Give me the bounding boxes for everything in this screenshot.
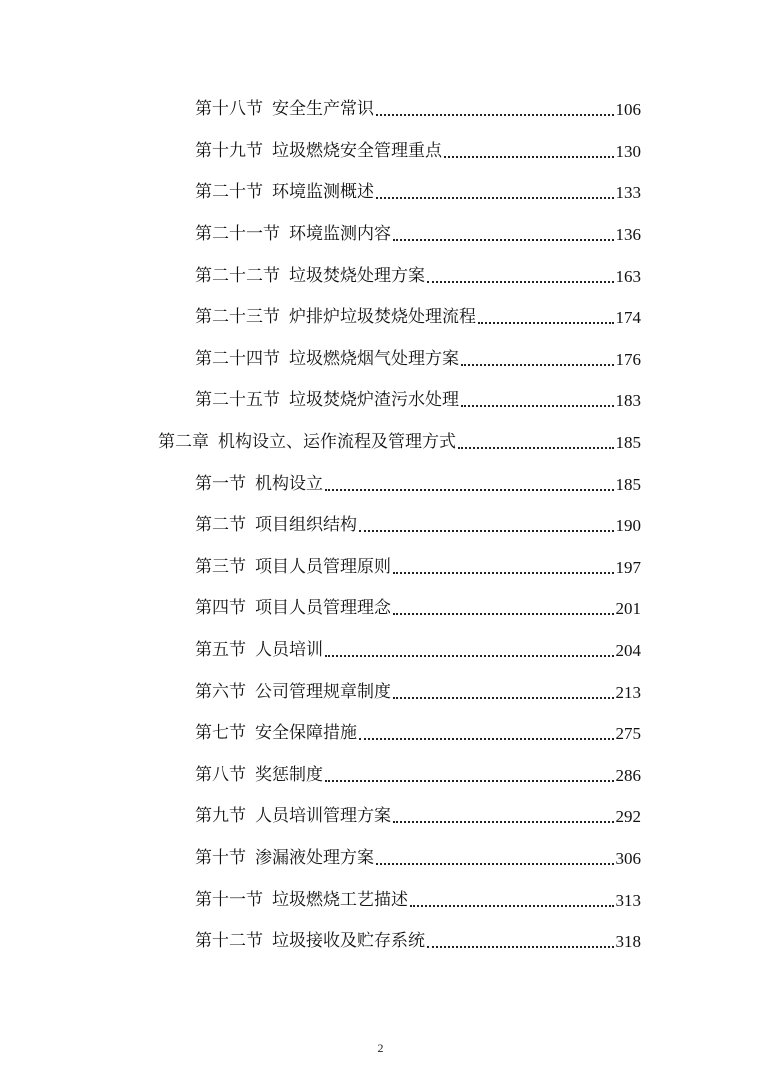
toc-entry-page: 313 — [615, 890, 641, 910]
toc-entry-page: 136 — [615, 225, 641, 245]
toc-entry-title: 安全保障措施 — [255, 723, 357, 744]
toc-entry-number: 第二节 — [195, 515, 246, 536]
toc-entry-number: 第十二节 — [195, 931, 263, 952]
toc-entry[interactable] — [0, 755, 761, 797]
toc-entry-number: 第二十二节 — [195, 265, 280, 286]
toc-entry[interactable] — [0, 713, 761, 755]
toc-entry-number: 第六节 — [195, 681, 246, 702]
toc-entry-number: 第四节 — [195, 598, 246, 619]
toc-entry-number: 第十八节 — [195, 99, 263, 120]
toc-entry-page: 204 — [615, 641, 641, 661]
toc-entry-title: 人员培训 — [255, 640, 323, 661]
toc-entry[interactable] — [0, 838, 761, 880]
dot-leader — [461, 351, 614, 368]
toc-entry-number: 第三节 — [195, 556, 246, 577]
toc-entry[interactable] — [0, 255, 761, 297]
toc-entry-number: 第二十一节 — [195, 224, 280, 245]
dot-leader — [376, 101, 614, 118]
toc-entry[interactable] — [0, 214, 761, 256]
toc-entry-page: 190 — [615, 516, 641, 536]
toc-entry[interactable] — [0, 630, 761, 672]
toc-entry[interactable] — [0, 463, 761, 505]
toc-entry-page: 106 — [615, 100, 641, 120]
toc-entry-number: 第二十三节 — [195, 307, 280, 328]
toc-entry-page: 133 — [615, 183, 641, 203]
dot-leader — [325, 642, 614, 659]
page-number: 2 — [377, 1041, 384, 1055]
toc-entry-number: 第十一节 — [195, 889, 263, 910]
toc-entry-number: 第五节 — [195, 640, 246, 661]
toc-entry[interactable] — [0, 380, 761, 422]
dot-leader — [427, 933, 614, 950]
dot-leader — [458, 434, 614, 451]
toc-entry-number: 第一节 — [195, 473, 246, 494]
dot-leader — [376, 184, 614, 201]
toc-entry-page: 174 — [615, 308, 641, 328]
toc-entry-number: 第二十四节 — [195, 348, 280, 369]
toc-entry-number: 第九节 — [195, 806, 246, 827]
toc-entry[interactable] — [0, 547, 761, 589]
toc-entry-title: 安全生产常识 — [272, 99, 374, 120]
toc-entry-page: 183 — [615, 391, 641, 411]
toc-entry-number: 第二十五节 — [195, 390, 280, 411]
toc-entry-title: 垃圾焚烧处理方案 — [289, 265, 425, 286]
toc-entry-title: 环境监测概述 — [272, 182, 374, 203]
toc-entry-title: 项目人员管理理念 — [255, 598, 391, 619]
toc-entry-title: 垃圾焚烧炉渣污水处理 — [289, 390, 459, 411]
toc-entry-number: 第二十节 — [195, 182, 263, 203]
toc-entry-page: 286 — [615, 765, 641, 785]
toc-entry-title: 渗漏液处理方案 — [255, 847, 374, 868]
toc-entry[interactable] — [0, 671, 761, 713]
toc-entry-number: 第八节 — [195, 764, 246, 785]
dot-leader — [461, 392, 614, 409]
toc-entry-title: 项目组织结构 — [255, 515, 357, 536]
toc-entry-title: 炉排炉垃圾焚烧处理流程 — [289, 307, 476, 328]
toc-entry-title: 垃圾燃烧安全管理重点 — [272, 140, 442, 161]
toc-entry-title: 人员培训管理方案 — [255, 806, 391, 827]
toc-entry[interactable] — [0, 879, 761, 921]
toc-entry-title: 垃圾燃烧工艺描述 — [272, 889, 408, 910]
dot-leader — [359, 725, 614, 742]
table-of-contents — [0, 89, 761, 962]
dot-leader — [444, 143, 614, 160]
dot-leader — [478, 309, 614, 326]
toc-entry-page: 185 — [615, 474, 641, 494]
dot-leader — [393, 684, 614, 701]
dot-leader — [325, 476, 614, 493]
toc-entry-page: 130 — [615, 141, 641, 161]
toc-entry-page: 318 — [615, 932, 641, 952]
dot-leader — [427, 268, 614, 285]
toc-entry-page: 213 — [615, 682, 641, 702]
toc-entry-title: 环境监测内容 — [289, 224, 391, 245]
dot-leader — [376, 850, 614, 867]
toc-entry[interactable] — [0, 131, 761, 173]
toc-entry-title: 垃圾接收及贮存系统 — [272, 931, 425, 952]
dot-leader — [410, 892, 614, 909]
toc-entry-page: 176 — [615, 349, 641, 369]
toc-entry[interactable] — [0, 297, 761, 339]
toc-entry-page: 197 — [615, 557, 641, 577]
toc-entry[interactable] — [0, 89, 761, 131]
dot-leader — [325, 767, 614, 784]
dot-leader — [393, 226, 614, 243]
dot-leader — [359, 517, 614, 534]
toc-entry-page: 292 — [615, 807, 641, 827]
toc-entry-page: 185 — [615, 433, 641, 453]
toc-entry-number: 第七节 — [195, 723, 246, 744]
toc-entry-page: 201 — [615, 599, 641, 619]
toc-entry-page: 163 — [615, 266, 641, 286]
toc-entry[interactable] — [0, 505, 761, 547]
dot-leader — [393, 808, 614, 825]
toc-entry-page: 306 — [615, 848, 641, 868]
toc-entry-title: 机构设立、运作流程及管理方式 — [218, 432, 456, 453]
toc-entry-title: 项目人员管理原则 — [255, 556, 391, 577]
toc-entry[interactable] — [0, 339, 761, 381]
toc-entry-number: 第十九节 — [195, 140, 263, 161]
toc-entry[interactable] — [0, 796, 761, 838]
toc-entry-number: 第二章 — [158, 432, 209, 453]
toc-entry-number: 第十节 — [195, 847, 246, 868]
toc-entry[interactable] — [0, 588, 761, 630]
toc-entry[interactable] — [0, 921, 761, 963]
dot-leader — [393, 559, 614, 576]
toc-entry-page: 275 — [615, 724, 641, 744]
dot-leader — [393, 600, 614, 617]
toc-entry-title: 公司管理规章制度 — [255, 681, 391, 702]
toc-entry-title: 垃圾燃烧烟气处理方案 — [289, 348, 459, 369]
toc-entry[interactable] — [0, 172, 761, 214]
toc-entry-title: 奖惩制度 — [255, 764, 323, 785]
toc-chapter-entry[interactable] — [0, 422, 761, 464]
toc-entry-title: 机构设立 — [255, 473, 323, 494]
